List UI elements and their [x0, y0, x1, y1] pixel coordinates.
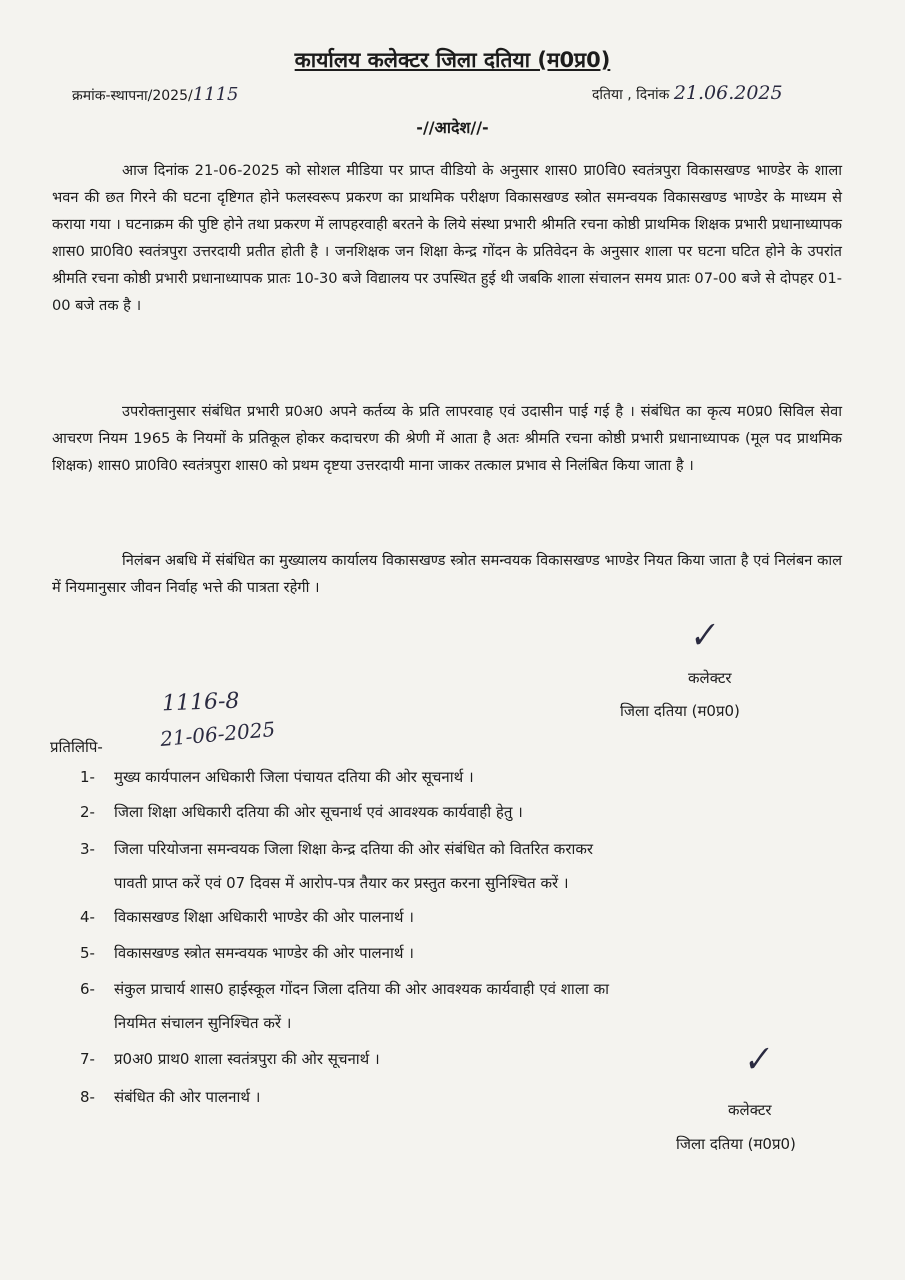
office-title: कार्यालय कलेक्टर जिला दतिया (म0प्र0)	[294, 48, 611, 72]
copy-item	[80, 936, 860, 970]
copy-item-continuation: नियमित संचालन सुनिश्चित करें ।	[114, 1014, 292, 1032]
signature-2-designation: कलेक्टर	[728, 1101, 772, 1119]
copy-item-number: 4-	[80, 908, 95, 926]
copy-item-text: संबंधित की ओर पालनार्थ ।	[114, 1088, 261, 1106]
copy-item	[80, 972, 860, 1040]
paragraph-incident	[52, 157, 842, 319]
copy-to-label: प्रतिलिपि-	[50, 738, 103, 756]
copy-item-number: 1-	[80, 768, 95, 786]
copy-item-number: 2-	[80, 803, 95, 821]
date-line	[592, 82, 783, 104]
copy-item-number: 5-	[80, 944, 95, 962]
copy-item-number: 6-	[80, 980, 95, 998]
signature-mark-2: ✓	[739, 1038, 774, 1082]
reference-number	[72, 84, 239, 105]
reference-handwritten-number: 1115	[192, 84, 239, 105]
order-heading: -//आदेश//-	[416, 118, 489, 137]
copy-item-text: जिला परियोजना समन्वयक जिला शिक्षा केन्द्र दतिया की ओर संबंधित को वितरित कराकर	[114, 840, 594, 858]
copy-item-number: 7-	[80, 1050, 95, 1068]
copy-item	[80, 832, 860, 900]
signature-1-designation: कलेक्टर	[688, 669, 732, 687]
copy-item-text: प्र0अ0 प्राथ0 शाला स्वतंत्रपुरा की ओर सूचनार्थ ।	[114, 1050, 380, 1068]
date-label: दतिया , दिनांक	[592, 87, 670, 103]
handwritten-dispatch-date: 21-06-2025	[159, 717, 277, 751]
copy-item-text: विकासखण्ड शिक्षा अधिकारी भाण्डेर की ओर पालनार्थ ।	[114, 908, 414, 926]
copy-item-number: 8-	[80, 1088, 95, 1106]
paragraph-suspension-text: उपरोक्तानुसार संबंधित प्रभारी प्र0अ0 अपने कर्तव्य के प्रति लापरवाह एवं उदासीन पाई गई है । संबंधित का कृत्य म0प्र0 सिविल सेवा आचरण नियम 1965 के नियमों के प्रतिकूल होकर कदाचरण की श्रेणी में आता है अतः श्रीमति रचना कोष्ठी प्रभारी प्रधानाध्यापक (मूल पद प्राथमिक शिक्षक) शास0 प्रा0वि0 स्वतंत्रपुरा शास0 को प्रथम दृष्टया उत्तरदायी माना जाकर तत्काल प्रभाव से निलंबित किया जाता है ।	[52, 403, 842, 474]
copy-item-text: मुख्य कार्यपालन अधिकारी जिला पंचायत दतिया की ओर सूचनार्थ ।	[114, 768, 474, 786]
copy-item-number: 3-	[80, 840, 95, 858]
copy-item-text: जिला शिक्षा अधिकारी दतिया की ओर सूचनार्थ एवं आवश्यक कार्यवाही हेतु ।	[114, 803, 523, 821]
paragraph-headquarters-text: निलंबन अबधि में संबंधित का मुख्यालय कार्यालय विकासखण्ड स्त्रोत समन्वयक विकासखण्ड भाण्डेर नियत किया जाता है एवं निलंबन काल में नियमानुसार जीवन निर्वाह भत्ते की पात्रता रहेगी ।	[52, 552, 842, 596]
handwritten-dispatch-number: 1116-8	[161, 688, 240, 717]
copy-item	[80, 900, 860, 934]
signature-mark-1: ✓	[685, 614, 720, 658]
paragraph-incident-text: आज दिनांक 21-06-2025 को सोशल मीडिया पर प्राप्त वीडियो के अनुसार शास0 प्रा0वि0 स्वतंत्रपुरा विकासखण्ड भाण्डेर के शाला भवन की छत गिरने की घटना दृष्टिगत होने फलस्वरूप प्रकरण का प्राथमिक परीक्षण विकासखण्ड स्त्रोत समन्वयक विकासखण्ड भाण्डेर के माध्यम से कराया गया । घटनाक्रम की पुष्टि होने तथा प्रकरण में लापहरवाही बरतने के लिये संस्था प्रभारी श्रीमति रचना कोष्ठी प्राथमिक शिक्षक प्रभारी प्रधानाध्यापक शास0 प्रा0वि0 स्वतंत्रपुरा उत्तरदायी प्रतीत होती है । जनशिक्षक जन शिक्षा केन्द्र गोंदन के प्रतिवेदन के अनुसार शाला पर घटना घटित होने के उपरांत श्रीमति रचना कोष्ठी प्रभारी प्रधानाध्यापक प्रातः 10-30 बजे विद्यालय पर उपस्थित हुई थी जबकि शाला संचालन समय प्रातः 07-00 बजे से दोपहर 01-00 बजे तक है ।	[52, 162, 842, 314]
copy-item	[80, 795, 860, 829]
paragraph-headquarters	[52, 547, 842, 601]
paragraph-suspension	[52, 398, 842, 479]
date-handwritten-value: 21.06.2025	[673, 82, 783, 104]
reference-label: क्रमांक-स्थापना/2025/	[72, 88, 193, 104]
copy-item	[80, 760, 860, 794]
signature-2-office: जिला दतिया (म0प्र0)	[676, 1135, 796, 1153]
copy-item-text: विकासखण्ड स्त्रोत समन्वयक भाण्डेर की ओर पालनार्थ ।	[114, 944, 414, 962]
copy-item-continuation: पावती प्राप्त करें एवं 07 दिवस में आरोप-पत्र तैयार कर प्रस्तुत करना सुनिश्चित करें ।	[114, 874, 569, 892]
copy-item-text: संकुल प्राचार्य शास0 हाईस्कूल गोंदन जिला दतिया की ओर आवश्यक कार्यवाही एवं शाला का	[114, 980, 610, 998]
signature-1-office: जिला दतिया (म0प्र0)	[620, 702, 740, 720]
